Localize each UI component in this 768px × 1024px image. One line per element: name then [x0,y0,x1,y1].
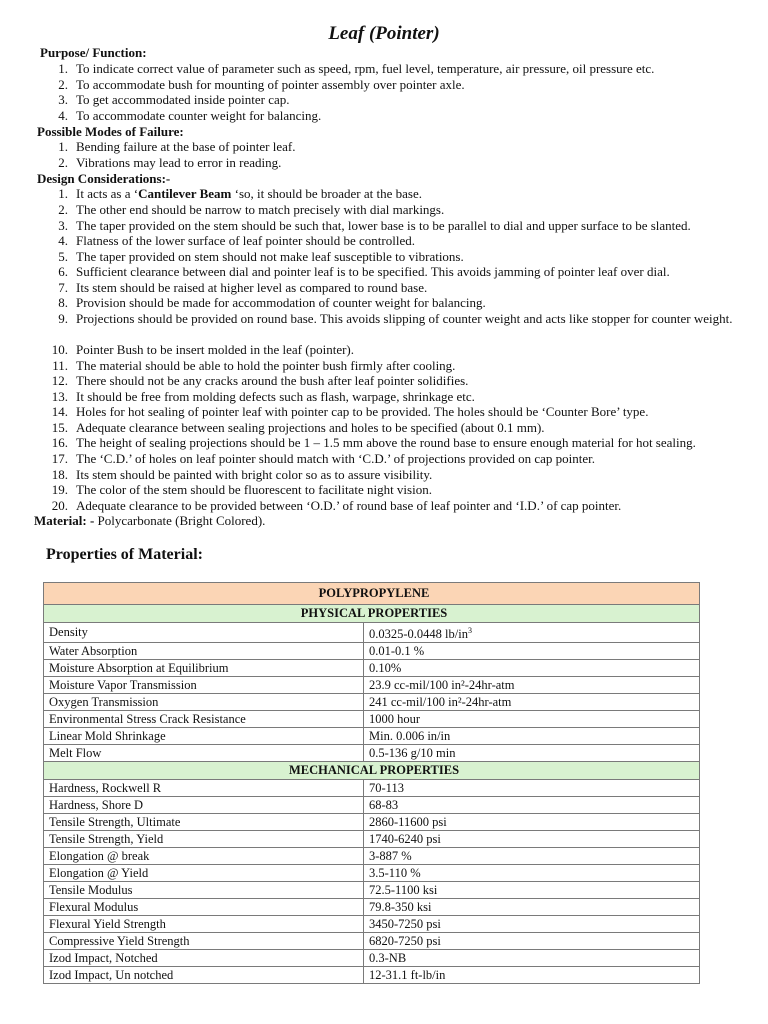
table-row [44,899,700,916]
property-value: 2860-11600 psi [364,814,700,831]
table-mechanical-header: MECHANICAL PROPERTIES [44,762,700,780]
table-row [44,643,700,660]
property-name: Hardness, Shore D [44,797,364,814]
material-line [34,513,265,528]
property-name: Linear Mold Shrinkage [44,728,364,745]
table-row [44,728,700,745]
failure-item-2: 2. Vibrations may lead to error in reading. [58,155,282,170]
property-name: Tensile Modulus [44,882,364,899]
table-row [44,916,700,933]
property-value: 72.5-1100 ksi [364,882,700,899]
design-item-12: 12. There should not be any cracks around the bush after leaf pointer solidifies. [51,373,469,388]
purpose-item-2: 2. To accommodate bush for mounting of pointer assembly over pointer axle. [58,77,465,92]
property-value: 12-31.1 ft-lb/in [364,967,700,984]
design-item-16: 16. The height of sealing projections should be 1 – 1.5 mm above the round base to ensure enough material for hot sealing. [51,435,696,450]
property-name: Tensile Strength, Yield [44,831,364,848]
property-name: Moisture Absorption at Equilibrium [44,660,364,677]
table-row [44,882,700,899]
design-item-14: 14. Holes for hot sealing of pointer leaf with pointer cap to be provided. The holes should be ‘Counter Bore’ type. [51,404,649,419]
property-name: Density [44,623,364,643]
property-name: Elongation @ break [44,848,364,865]
purpose-heading: Purpose/ Function: [40,45,147,60]
design-item-20: 20. Adequate clearance to be provided between ‘O.D.’ of round base of leaf pointer and ‘I.D.’ of cap pointer. [51,498,622,513]
property-name: Elongation @ Yield [44,865,364,882]
properties-table [43,582,700,984]
design-item-17: 17. The ‘C.D.’ of holes on leaf pointer should match with ‘C.D.’ of projections provided on cap pointer. [51,451,596,466]
property-value: 3450-7250 psi [364,916,700,933]
table-row [44,797,700,814]
table-row [44,814,700,831]
property-value: 0.10% [364,660,700,677]
design-item-15: 15. Adequate clearance between sealing projections and holes to be specified (about 0.1 mm). [51,420,545,435]
design-item-4: 4. Flatness of the lower surface of leaf pointer should be controlled. [58,233,415,248]
table-physical-header: PHYSICAL PROPERTIES [44,605,700,623]
material-label: Material: - [34,513,95,528]
table-row [44,694,700,711]
table-row [44,967,700,984]
design-item-8: 8. Provision should be made for accommodation of counter weight for balancing. [58,295,486,310]
property-value: 0.3-NB [364,950,700,967]
design-item-5: 5. The taper provided on stem should not make leaf susceptible to vibrations. [58,249,464,264]
property-value: Min. 0.006 in/in [364,728,700,745]
design-item-6: 6. Sufficient clearance between dial and pointer leaf is to be specified. This avoids jamming of pointer leaf over dial. [58,264,670,279]
property-value: 3.5-110 % [364,865,700,882]
property-name: Moisture Vapor Transmission [44,677,364,694]
design-heading: Design Considerations:- [37,171,171,186]
property-value: 0.5-136 g/10 min [364,745,700,762]
purpose-item-3: 3. To get accommodated inside pointer cap. [58,92,290,107]
table-row [44,865,700,882]
property-value: 70-113 [364,780,700,797]
page-title: Leaf (Pointer) [328,23,440,44]
design-item-10: 10. Pointer Bush to be insert molded in the leaf (pointer). [51,342,354,357]
design-item-9: 9. Projections should be provided on round base. This avoids slipping of counter weight and acts like stopper for counter weight. [58,311,733,326]
table-row [44,660,700,677]
property-value: 0.01-0.1 % [364,643,700,660]
design-item-2: 2. The other end should be narrow to match precisely with dial markings. [58,202,445,217]
table-row [44,780,700,797]
table-row [44,677,700,694]
property-value: 6820-7250 psi [364,933,700,950]
purpose-item-4: 4. To accommodate counter weight for balancing. [58,108,322,123]
property-name: Flexural Modulus [44,899,364,916]
failure-item-1: 1. Bending failure at the base of pointer leaf. [58,139,296,154]
property-value: 0.0325-0.0448 $lb/in^3$ [364,623,700,643]
failure-heading: Possible Modes of Failure: [37,124,184,139]
property-value: 23.9 cc-mil/100 in²-24hr-atm [364,677,700,694]
design-item-13: 13. It should be free from molding defects such as flash, warpage, shrinkage etc. [51,389,475,404]
table-row [44,711,700,728]
table-row [44,933,700,950]
design-item-18: 18. Its stem should be painted with bright color so as to assure visibility. [51,467,433,482]
purpose-item-1: 1. To indicate correct value of parameter such as speed, rpm, fuel level, temperature, air pressure, oil pressure etc. [58,61,655,76]
table-row [44,950,700,967]
property-value: 1740-6240 psi [364,831,700,848]
property-value: 79.8-350 ksi [364,899,700,916]
properties-title: Properties of Material: [46,546,203,563]
property-name: Melt Flow [44,745,364,762]
table-row [44,623,700,643]
property-name: Izod Impact, Notched [44,950,364,967]
property-value: 241 cc-mil/100 in²-24hr-atm [364,694,700,711]
property-name: Environmental Stress Crack Resistance [44,711,364,728]
property-value: 1000 hour [364,711,700,728]
property-name: Water Absorption [44,643,364,660]
material-value: Polycarbonate (Bright Colored). [94,513,266,528]
table-main-header: POLYPROPYLENE [44,583,700,605]
table-row [44,831,700,848]
design-item-11: 11. The material should be able to hold the pointer bush firmly after cooling. [52,358,456,373]
table-row [44,745,700,762]
design-item-3: 3. The taper provided on the stem should be such that, lower base is to be parallel to dial and upper surface to be slanted. [58,218,691,233]
property-name: Flexural Yield Strength [44,916,364,933]
property-name: Compressive Yield Strength [44,933,364,950]
property-name: Izod Impact, Un notched [44,967,364,984]
design-item-19: 19. The color of the stem should be fluorescent to facilitate night vision. [51,482,432,497]
property-name: Tensile Strength, Ultimate [44,814,364,831]
design-item-7: 7. Its stem should be raised at higher level as compared to round base. [58,280,428,295]
table-row [44,848,700,865]
property-value: 68-83 [364,797,700,814]
property-value: 3-887 % [364,848,700,865]
property-name: Oxygen Transmission [44,694,364,711]
design-item-1: 1. It acts as a ‘Cantilever Beam ‘so, it should be broader at the base. [58,186,422,201]
property-name: Hardness, Rockwell R [44,780,364,797]
